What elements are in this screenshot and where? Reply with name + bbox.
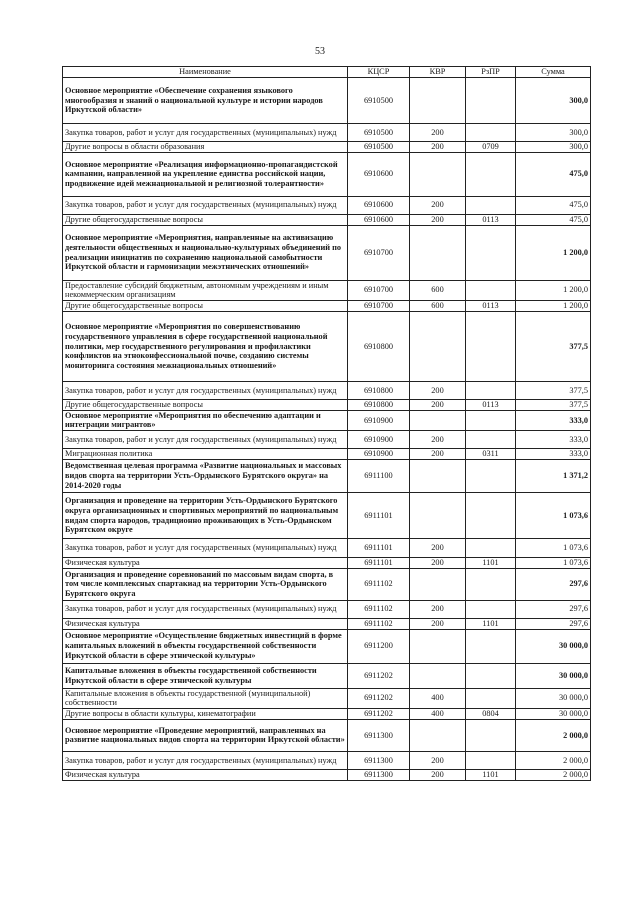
column-header-kvr: КВР bbox=[410, 67, 466, 78]
table-row bbox=[63, 399, 591, 410]
page-number: 53 bbox=[315, 46, 325, 57]
cell-rzpr bbox=[466, 493, 516, 539]
cell-sum: 30 000,0 bbox=[516, 629, 591, 663]
cell-sum: 297,6 bbox=[516, 618, 591, 629]
cell-name: Организация и проведение соревнований по массовым видам спорта, в том числе комплексных спартакиад на территории Усть-Ордынского Бурятского округа bbox=[63, 568, 348, 600]
cell-sum: 297,6 bbox=[516, 568, 591, 600]
cell-kcsr: 6911101 bbox=[348, 493, 410, 539]
cell-rzpr bbox=[466, 280, 516, 301]
cell-rzpr: 0804 bbox=[466, 709, 516, 720]
cell-sum: 300,0 bbox=[516, 78, 591, 124]
cell-rzpr bbox=[466, 431, 516, 449]
cell-kcsr: 6910500 bbox=[348, 124, 410, 142]
table-row bbox=[63, 280, 591, 301]
cell-kcsr: 6910800 bbox=[348, 311, 410, 381]
cell-kcsr: 6911300 bbox=[348, 719, 410, 751]
cell-rzpr bbox=[466, 568, 516, 600]
cell-kvr bbox=[410, 493, 466, 539]
table-row bbox=[63, 410, 591, 431]
cell-kcsr: 6911102 bbox=[348, 568, 410, 600]
cell-kvr: 200 bbox=[410, 539, 466, 558]
table-row bbox=[63, 142, 591, 153]
cell-name: Закупка товаров, работ и услуг для государственных (муниципальных) нужд bbox=[63, 124, 348, 142]
cell-kvr bbox=[410, 410, 466, 431]
cell-name: Закупка товаров, работ и услуг для государственных (муниципальных) нужд bbox=[63, 539, 348, 558]
cell-rzpr bbox=[466, 152, 516, 196]
cell-kvr: 200 bbox=[410, 618, 466, 629]
cell-kcsr: 6910900 bbox=[348, 449, 410, 460]
cell-name: Ведомственная целевая программа «Развитие национальных и массовых видов спорта на территории Усть-Ордынского Бурятского округа» на 2014-2020 годы bbox=[63, 460, 348, 493]
table-row bbox=[63, 493, 591, 539]
table-row bbox=[63, 709, 591, 720]
table-row bbox=[63, 152, 591, 196]
cell-kcsr: 6910600 bbox=[348, 196, 410, 214]
cell-sum: 475,0 bbox=[516, 196, 591, 214]
cell-rzpr: 1101 bbox=[466, 618, 516, 629]
cell-rzpr bbox=[466, 751, 516, 769]
cell-sum: 377,5 bbox=[516, 311, 591, 381]
cell-kcsr: 6911102 bbox=[348, 618, 410, 629]
cell-name: Закупка товаров, работ и услуг для государственных (муниципальных) нужд bbox=[63, 381, 348, 399]
cell-rzpr bbox=[466, 196, 516, 214]
cell-name: Другие общегосударственные вопросы bbox=[63, 301, 348, 312]
cell-rzpr: 1101 bbox=[466, 558, 516, 569]
cell-name: Миграционная политика bbox=[63, 449, 348, 460]
cell-kcsr: 6910900 bbox=[348, 410, 410, 431]
cell-kcsr: 6910600 bbox=[348, 152, 410, 196]
cell-kcsr: 6910700 bbox=[348, 225, 410, 280]
cell-name: Закупка товаров, работ и услуг для государственных (муниципальных) нужд bbox=[63, 600, 348, 618]
cell-sum: 2 000,0 bbox=[516, 769, 591, 780]
cell-kcsr: 6911202 bbox=[348, 688, 410, 709]
column-header-rzpr: РзПР bbox=[466, 67, 516, 78]
cell-kcsr: 6910500 bbox=[348, 142, 410, 153]
cell-kvr: 200 bbox=[410, 142, 466, 153]
cell-kvr: 200 bbox=[410, 381, 466, 399]
cell-kvr: 400 bbox=[410, 688, 466, 709]
cell-kvr: 200 bbox=[410, 399, 466, 410]
table-row bbox=[63, 124, 591, 142]
cell-kcsr: 6911300 bbox=[348, 751, 410, 769]
cell-sum: 30 000,0 bbox=[516, 688, 591, 709]
cell-kvr: 200 bbox=[410, 214, 466, 225]
cell-rzpr bbox=[466, 600, 516, 618]
cell-kcsr: 6911300 bbox=[348, 769, 410, 780]
cell-kcsr: 6910500 bbox=[348, 78, 410, 124]
table-row bbox=[63, 78, 591, 124]
table-row bbox=[63, 751, 591, 769]
cell-rzpr bbox=[466, 663, 516, 688]
cell-sum: 333,0 bbox=[516, 410, 591, 431]
cell-kvr: 200 bbox=[410, 600, 466, 618]
cell-kvr: 200 bbox=[410, 558, 466, 569]
table-row bbox=[63, 214, 591, 225]
cell-rzpr bbox=[466, 225, 516, 280]
table-row bbox=[63, 431, 591, 449]
cell-kvr: 200 bbox=[410, 431, 466, 449]
cell-sum: 475,0 bbox=[516, 152, 591, 196]
cell-rzpr bbox=[466, 124, 516, 142]
cell-name: Капитальные вложения в объекты государственной (муниципальной) собственности bbox=[63, 688, 348, 709]
cell-rzpr: 0113 bbox=[466, 214, 516, 225]
cell-kvr: 600 bbox=[410, 280, 466, 301]
table-row bbox=[63, 460, 591, 493]
cell-kcsr: 6911202 bbox=[348, 709, 410, 720]
cell-sum: 1 200,0 bbox=[516, 225, 591, 280]
table-header-row bbox=[63, 67, 591, 78]
cell-name: Основное мероприятие «Мероприятия, направленные на активизацию деятельности общественных и национально-культурных объединений по реализации инициатив по сохранению национальной самобытности Иркутской области и гармонизации межэтнических отношений» bbox=[63, 225, 348, 280]
cell-name: Основное мероприятие «Осуществление бюджетных инвестиций в форме капитальных вложений в объекты государственной собственности Иркутской области в сфере этнической культуры» bbox=[63, 629, 348, 663]
cell-kcsr: 6910700 bbox=[348, 301, 410, 312]
cell-name: Другие общегосударственные вопросы bbox=[63, 399, 348, 410]
column-header-sum: Сумма bbox=[516, 67, 591, 78]
cell-kvr bbox=[410, 629, 466, 663]
cell-rzpr bbox=[466, 410, 516, 431]
cell-sum: 2 000,0 bbox=[516, 751, 591, 769]
cell-name: Другие общегосударственные вопросы bbox=[63, 214, 348, 225]
cell-rzpr bbox=[466, 629, 516, 663]
cell-kvr bbox=[410, 225, 466, 280]
table-row bbox=[63, 449, 591, 460]
cell-name: Организация и проведение на территории Усть-Ордынского Бурятского округа организационных и спортивных мероприятий по национальным видам спорта народов, традиционно проживающих в Усть-Ордынском Бурятском округе bbox=[63, 493, 348, 539]
cell-rzpr bbox=[466, 460, 516, 493]
cell-name: Основное мероприятие «Реализация информационно-пропагандистской кампании, направленной на укрепление единства российской нации, продвижение идей межнациональной и религиозной толерантности» bbox=[63, 152, 348, 196]
cell-sum: 30 000,0 bbox=[516, 663, 591, 688]
table-row bbox=[63, 688, 591, 709]
cell-kcsr: 6911100 bbox=[348, 460, 410, 493]
table-row bbox=[63, 629, 591, 663]
cell-rzpr: 0113 bbox=[466, 301, 516, 312]
cell-kvr: 400 bbox=[410, 709, 466, 720]
cell-name: Основное мероприятие «Проведение мероприятий, направленных на развитие национальных видов спорта на территории Иркутской области» bbox=[63, 719, 348, 751]
table-row bbox=[63, 618, 591, 629]
cell-rzpr: 0311 bbox=[466, 449, 516, 460]
cell-sum: 333,0 bbox=[516, 449, 591, 460]
cell-rzpr bbox=[466, 381, 516, 399]
budget-table bbox=[62, 66, 591, 781]
cell-sum: 1 073,6 bbox=[516, 539, 591, 558]
cell-kvr: 200 bbox=[410, 769, 466, 780]
cell-name: Другие вопросы в области культуры, кинематографии bbox=[63, 709, 348, 720]
cell-kcsr: 6911102 bbox=[348, 600, 410, 618]
cell-name: Основное мероприятие «Мероприятия по обеспечению адаптации и интеграции мигрантов» bbox=[63, 410, 348, 431]
cell-sum: 1 073,6 bbox=[516, 493, 591, 539]
table-row bbox=[63, 311, 591, 381]
cell-name: Закупка товаров, работ и услуг для государственных (муниципальных) нужд bbox=[63, 751, 348, 769]
cell-sum: 377,5 bbox=[516, 381, 591, 399]
table-row bbox=[63, 196, 591, 214]
cell-kcsr: 6910600 bbox=[348, 214, 410, 225]
cell-rzpr bbox=[466, 311, 516, 381]
cell-kvr: 200 bbox=[410, 449, 466, 460]
table-row bbox=[63, 381, 591, 399]
table-row bbox=[63, 558, 591, 569]
cell-kcsr: 6910900 bbox=[348, 431, 410, 449]
cell-sum: 2 000,0 bbox=[516, 719, 591, 751]
table-row bbox=[63, 539, 591, 558]
cell-name: Предоставление субсидий бюджетным, автономным учреждениям и иным некоммерческим организациям bbox=[63, 280, 348, 301]
cell-kvr bbox=[410, 719, 466, 751]
cell-kvr: 600 bbox=[410, 301, 466, 312]
cell-rzpr bbox=[466, 688, 516, 709]
cell-kvr bbox=[410, 311, 466, 381]
cell-sum: 1 073,6 bbox=[516, 558, 591, 569]
cell-sum: 30 000,0 bbox=[516, 709, 591, 720]
cell-rzpr: 1101 bbox=[466, 769, 516, 780]
cell-name: Физическая культура bbox=[63, 618, 348, 629]
cell-sum: 1 200,0 bbox=[516, 280, 591, 301]
cell-name: Основное мероприятие «Обеспечение сохранения языкового многообразия и знаний о национальной культуре и истории народов Иркутской области» bbox=[63, 78, 348, 124]
table-row bbox=[63, 225, 591, 280]
cell-kcsr: 6911200 bbox=[348, 629, 410, 663]
table-row bbox=[63, 301, 591, 312]
cell-kcsr: 6910800 bbox=[348, 399, 410, 410]
cell-sum: 1 371,2 bbox=[516, 460, 591, 493]
table-row bbox=[63, 719, 591, 751]
cell-kvr bbox=[410, 568, 466, 600]
cell-sum: 377,5 bbox=[516, 399, 591, 410]
cell-rzpr bbox=[466, 719, 516, 751]
cell-kvr: 200 bbox=[410, 751, 466, 769]
cell-kcsr: 6910700 bbox=[348, 280, 410, 301]
cell-kvr bbox=[410, 663, 466, 688]
cell-rzpr bbox=[466, 78, 516, 124]
cell-name: Капитальные вложения в объекты государственной собственности Иркутской области в сфере этнической культуры bbox=[63, 663, 348, 688]
cell-name: Закупка товаров, работ и услуг для государственных (муниципальных) нужд bbox=[63, 196, 348, 214]
cell-name: Физическая культура bbox=[63, 769, 348, 780]
cell-kvr bbox=[410, 152, 466, 196]
cell-sum: 1 200,0 bbox=[516, 301, 591, 312]
cell-name: Физическая культура bbox=[63, 558, 348, 569]
cell-kcsr: 6911202 bbox=[348, 663, 410, 688]
table-row bbox=[63, 568, 591, 600]
cell-sum: 300,0 bbox=[516, 124, 591, 142]
cell-kvr: 200 bbox=[410, 124, 466, 142]
cell-sum: 300,0 bbox=[516, 142, 591, 153]
cell-kcsr: 6911101 bbox=[348, 539, 410, 558]
table-row bbox=[63, 663, 591, 688]
cell-sum: 297,6 bbox=[516, 600, 591, 618]
cell-sum: 333,0 bbox=[516, 431, 591, 449]
cell-name: Другие вопросы в области образования bbox=[63, 142, 348, 153]
table-row bbox=[63, 600, 591, 618]
cell-rzpr: 0113 bbox=[466, 399, 516, 410]
cell-rzpr: 0709 bbox=[466, 142, 516, 153]
cell-rzpr bbox=[466, 539, 516, 558]
table-row bbox=[63, 769, 591, 780]
cell-name: Закупка товаров, работ и услуг для государственных (муниципальных) нужд bbox=[63, 431, 348, 449]
cell-kcsr: 6911101 bbox=[348, 558, 410, 569]
cell-kcsr: 6910800 bbox=[348, 381, 410, 399]
cell-kvr: 200 bbox=[410, 196, 466, 214]
column-header-name: Наименование bbox=[63, 67, 348, 78]
cell-kvr bbox=[410, 78, 466, 124]
column-header-kcsr: КЦСР bbox=[348, 67, 410, 78]
cell-sum: 475,0 bbox=[516, 214, 591, 225]
cell-kvr bbox=[410, 460, 466, 493]
cell-name: Основное мероприятие «Мероприятия по совершенствованию государственного управления в сфере государственной национальной политики, мер государственного регулирования и профилактики конфликтов на этноконфессиональной почве, созданию системы мониторинга состояния межнациональных отношений» bbox=[63, 311, 348, 381]
